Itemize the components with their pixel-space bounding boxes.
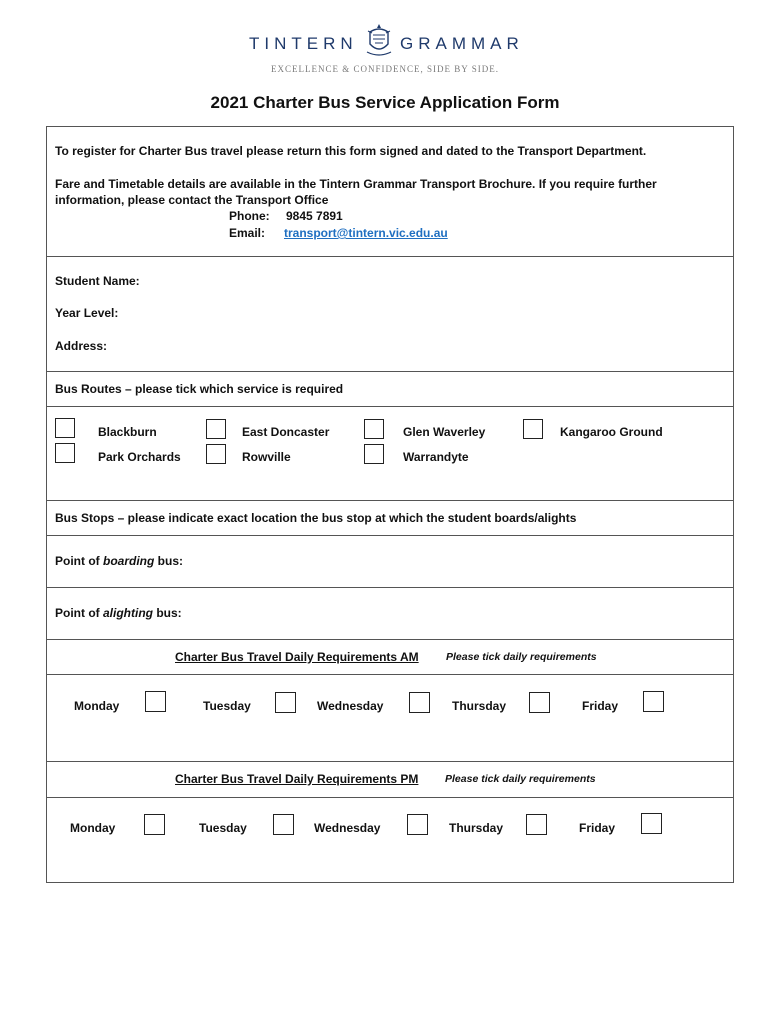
school-name-right: GRAMMAR: [400, 34, 524, 53]
alighting-word: alighting: [103, 606, 153, 620]
route-label-park-orchards: Park Orchards: [98, 450, 181, 464]
intro-fares-line: Fare and Timetable details are available in the Tintern Grammar Transport Brochure. If you require further: [55, 177, 657, 191]
pm-day-tuesday: Tuesday: [199, 821, 247, 835]
am-checkbox-wednesday[interactable]: [409, 692, 430, 713]
phone-value: 9845 7891: [286, 209, 343, 223]
route-checkbox-blackburn[interactable]: [55, 418, 75, 438]
pm-requirements-heading: Charter Bus Travel Daily Requirements PM: [175, 772, 419, 786]
am-requirements-heading: Charter Bus Travel Daily Requirements AM: [175, 650, 419, 664]
route-label-rowville: Rowville: [242, 450, 291, 464]
route-checkbox-rowville[interactable]: [206, 444, 226, 464]
year-level-label: Year Level:: [55, 306, 119, 320]
school-crest-icon: [364, 22, 394, 58]
pm-day-monday: Monday: [70, 821, 116, 835]
pm-checkbox-friday[interactable]: [641, 813, 662, 834]
bus-routes-heading: Bus Routes – please tick which service is required: [55, 382, 344, 396]
am-day-monday: Monday: [74, 699, 120, 713]
route-checkbox-park-orchards[interactable]: [55, 443, 75, 463]
pm-checkbox-thursday[interactable]: [526, 814, 547, 835]
school-tagline: EXCELLENCE & CONFIDENCE, SIDE BY SIDE.: [271, 64, 499, 74]
pm-checkbox-monday[interactable]: [144, 814, 165, 835]
route-label-warrandyte: Warrandyte: [403, 450, 469, 464]
pm-day-thursday: Thursday: [449, 821, 504, 835]
route-checkbox-east-doncaster[interactable]: [206, 419, 226, 439]
am-checkbox-monday[interactable]: [145, 691, 166, 712]
intro-contact-line: information, please contact the Transport Office: [55, 193, 329, 207]
application-form: [46, 126, 734, 883]
route-label-kangaroo-ground: Kangaroo Ground: [560, 425, 663, 439]
am-checkbox-friday[interactable]: [643, 691, 664, 712]
route-checkbox-glen-waverley[interactable]: [364, 419, 384, 439]
pm-checkbox-wednesday[interactable]: [407, 814, 428, 835]
am-day-friday: Friday: [582, 699, 619, 713]
route-label-glen-waverley: Glen Waverley: [403, 425, 486, 439]
am-checkbox-tuesday[interactable]: [275, 692, 296, 713]
email-link[interactable]: transport@tintern.vic.edu.au: [284, 226, 448, 240]
intro-instructions: To register for Charter Bus travel please return this form signed and dated to the Transport Department.: [55, 144, 647, 158]
page-title: 2021 Charter Bus Service Application Form: [210, 93, 560, 112]
route-label-blackburn: Blackburn: [98, 425, 157, 439]
am-day-thursday: Thursday: [452, 699, 507, 713]
school-name-left: TINTERN: [249, 34, 358, 53]
pm-checkbox-tuesday[interactable]: [273, 814, 294, 835]
address-label: Address:: [55, 339, 108, 353]
boarding-label: Point of boarding bus:: [55, 554, 183, 568]
am-day-wednesday: Wednesday: [317, 699, 384, 713]
phone-label: Phone:: [229, 209, 270, 223]
bus-stops-heading: Bus Stops – please indicate exact location the bus stop at which the student boards/alights: [55, 511, 577, 525]
pm-day-wednesday: Wednesday: [314, 821, 381, 835]
am-day-tuesday: Tuesday: [203, 699, 251, 713]
route-checkbox-kangaroo-ground[interactable]: [523, 419, 543, 439]
alighting-label: Point of alighting bus:: [55, 606, 182, 620]
route-label-east-doncaster: East Doncaster: [242, 425, 330, 439]
pm-tick-note: Please tick daily requirements: [445, 773, 596, 785]
email-label: Email:: [229, 226, 266, 240]
route-checkbox-warrandyte[interactable]: [364, 444, 384, 464]
boarding-word: boarding: [103, 554, 155, 568]
pm-day-friday: Friday: [579, 821, 616, 835]
am-tick-note: Please tick daily requirements: [446, 651, 597, 663]
student-name-label: Student Name:: [55, 274, 140, 288]
am-checkbox-thursday[interactable]: [529, 692, 550, 713]
